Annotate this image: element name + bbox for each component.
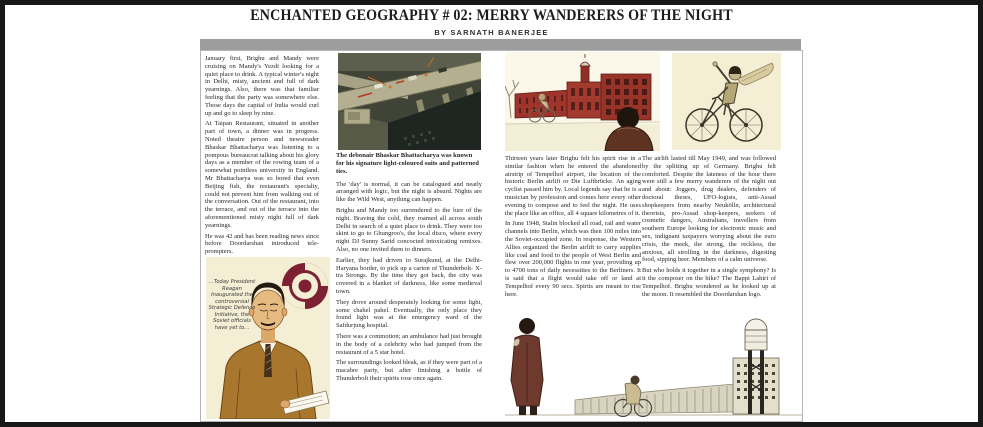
cyclist-drawing: [672, 53, 781, 150]
paragraph: The airlift lasted till May 1949, and was followed by the splitting up of Germany. Brighu felt comforted. Despite the lateness of the hour there were still a few merry wanderers of the night out and about: Joggers, drug dealers, defenders of doctoral theses, UFO-logists, anti-Assad shopkeepers from nearby Neukölln, architectural theorists, pro-Assad shop-keepers, seekers of cosmetic dangers, Australians, travellers from southern Europe looking for electronic music and sex, indignant taxpayers worrying about the euro crisis, the meek, the strong, the reckless, the anxious, all strolling in the darkness, digesting food, sipping beer. Members of a calm universe.: [642, 155, 776, 264]
paragraph: Thirteen years later Brighu felt his spirit rise in a similar fashion when he entered the abandoned airstrip of Tempelhof airport, the location of the historic Berlin airlift or Die Luftbrücke. An aging cyclist passed him by. Local legends say that he is a musician by profession and comes here every other evening to compose and to feel the night. He uses the place like an office, all 4 square kilometres of it.: [505, 155, 641, 217]
illustration-caption: The debonair Bhaskar Bhattacharya was known for his signature light-coloured suits and patterned ties.: [336, 152, 479, 176]
newsreader-speech-text: ...Today President Reagan Inaugurated the controversial Strategic Defence Initiative, the Soviet officials have yet to...: [208, 279, 256, 331]
paragraph: January first, Brighu and Mandy were cruising on Mandy's Yezdi looking for a quiet place to drink. A typical winter's night in Delhi, misty, ancient and full of dark yearnings. Also, there was that familiar feeling that the party was somewhere else. Those days the capital of India would curl up and go to sleep by nine.: [205, 55, 319, 117]
paragraph: Brighu and Mandy too surrendered to the lure of the night. Braving the cold, they roamed all across south Delhi in search of a quiet place to drink. They were too skint to go to Ghungroo's, the local disco, where every night DJ Sunny Sarid concocted intoxicating remixes. Also, no one invited them to dinners.: [336, 207, 482, 253]
byline: BY SARNATH BANERJEE: [434, 28, 549, 37]
column-4: [642, 155, 776, 301]
paragraph: But who holds it together in a single symphony? Is it the composer on the bike? The Bappi Lahiri of Tempelhof. Brighu wondered as he looked up at the moon. It resembled the Doordarshan logo.: [642, 267, 776, 298]
paragraph: The 'day' is normal, it can be catalogued and neatly arranged with logic, but the night is absurd. Nights are like the Wild West, anything can happen.: [336, 180, 482, 204]
newsreader-doordarshan-illustration: [206, 257, 330, 419]
paragraph: The surroundings looked bleak, as if they were part of a macabre party, but after finishing a bottle of Thunderbolt their spirits rose once again.: [336, 359, 482, 382]
page-title: ENCHANTED GEOGRAPHY # 02: MERRY WANDERERS OF THE NIGHT: [250, 7, 733, 24]
panorama-drawing: [505, 312, 802, 417]
paragraph: Earlier, they had driven to Surajkund, at the Delhi-Haryana border, to pick up a carton of Thunderbolt- X-tra Strongs. By the time they got back, the city was covered in a blanket of darkness, like some medieval town.: [336, 256, 482, 295]
paragraph: They drove around desperately looking for some light, some chahel pahel. Eventually, the only place they found light was at the emergency ward of the Safdurjung hospital.: [336, 298, 482, 330]
flyover-drawing: [338, 53, 481, 150]
tempelhof-drawing: [505, 52, 660, 151]
paragraph: In June 1948, Stalin blocked all road, rail and water channels into Berlin, which was then 100 miles into the Soviet-occupied zone. In response, the Western Allies organized the Berlin airlift to carry supplies like coal and food to the people of West Berlin and flew over 200,000 flights in one year, providing up to 4700 tons of daily necessities to the Berliners. It is said that a flight would take off or land at Tempelhof every 90 secs. Spirits are meant to rise here.: [505, 220, 641, 298]
column-3: [505, 155, 641, 301]
column-2: [336, 53, 482, 386]
doordarshan-logo-icon: [282, 263, 328, 309]
cyclist-illustration: [672, 53, 781, 150]
paragraph: There was a commotion; an ambulance had just brought in the body of a celebrity who had jumped from the restaurant of a 5 star hotel.: [336, 332, 482, 356]
tempelhof-panorama-illustration: [505, 312, 802, 417]
night-flyover-illustration: [338, 53, 481, 150]
paragraph: At Taipan Restaurant, situated in another part of town, a dinner was in progress. Noted theatre person and newsreader Bhaskar Bhattacharya was listening to a pompous bureaucrat talking about his glory days as a member of the rowing team of a somewhat pointless university in England. Mr Bhattacharya was so bored that even Beijing fish, the restaurant's specialty, could not prevent him from walking out of the conversation. Out of the restaurant, into the terrace, and out of the terrace into the aforementioned misty night full of dark yearnings.: [205, 120, 319, 229]
paragraph: He was 42 and has been reading news since before Doordarshan introduced tele-prompters.: [205, 232, 319, 256]
column-1: [205, 55, 319, 259]
tempelhof-airport-illustration: [505, 52, 660, 151]
